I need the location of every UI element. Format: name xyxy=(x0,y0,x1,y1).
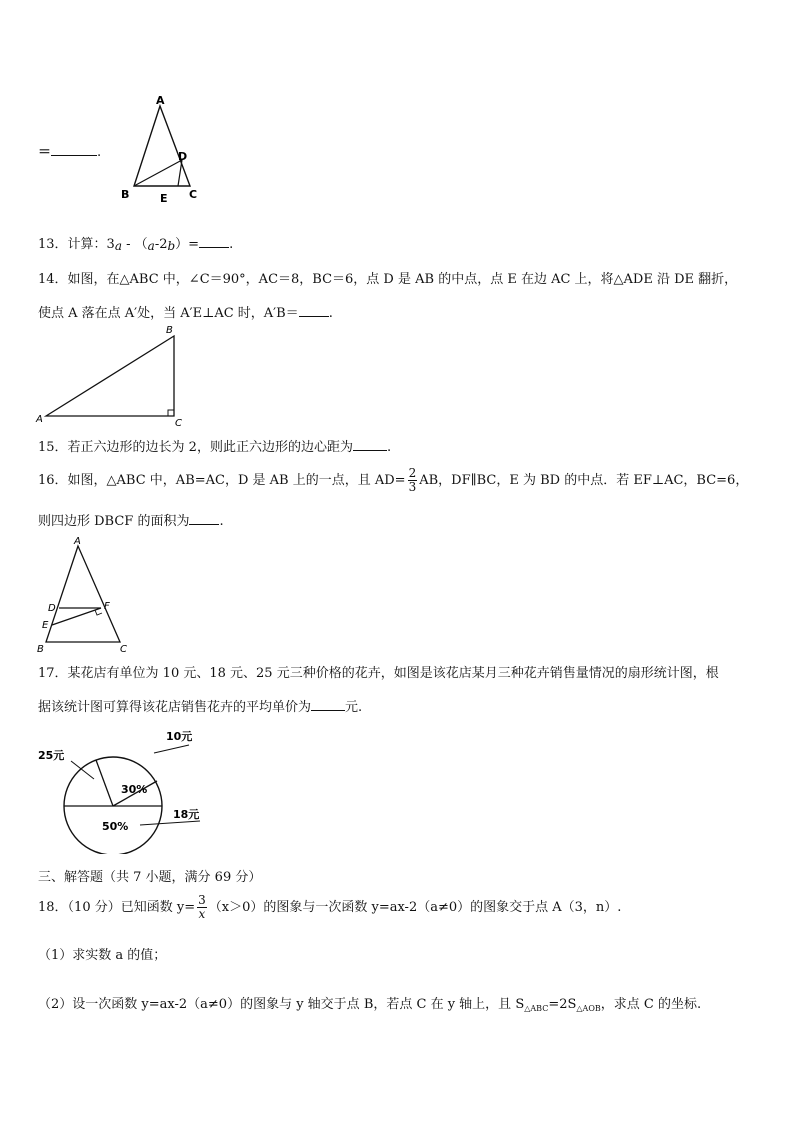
q18-part1: （1）求实数 a 的值； xyxy=(38,948,167,963)
q17-pct-50: 50% xyxy=(102,820,129,833)
q14-line2-suffix: . xyxy=(328,306,333,321)
q14-triangle-abc xyxy=(46,336,174,416)
q17-leader-10 xyxy=(154,745,189,753)
q12-prefix: ＝ xyxy=(38,145,52,160)
q12-label-b: B xyxy=(121,188,130,201)
q17-pct-30: 30% xyxy=(121,783,148,796)
q17-blank xyxy=(311,698,345,711)
q18-part2-sub-aob: △AOB xyxy=(576,1004,601,1013)
q16-triangle-figure xyxy=(34,534,134,654)
q16-label-e: E xyxy=(42,620,49,631)
q17-text-line2 xyxy=(38,698,362,716)
q16-label-a: A xyxy=(74,536,81,547)
q14-text-line1: 14．如图，在△ABC 中，∠C＝90°，AC＝8，BC＝6，点 D 是 AB 的中点，点 E 在边 AC 上，将△ADE 沿 DE 翻折， xyxy=(38,272,738,287)
q14-label-b: B xyxy=(166,325,173,336)
q13-expr-var-a: a xyxy=(114,239,122,253)
q15-blank xyxy=(353,438,387,451)
q14-text-line2 xyxy=(38,304,333,322)
q12-segment-de xyxy=(178,160,182,186)
q14-line2-prefix: 使点 A 落在点 A′处，当 A′E⊥AC 时，A′B＝ xyxy=(38,306,299,321)
q16-label-b: B xyxy=(37,644,44,654)
q13-expr-part: -2 xyxy=(154,237,168,252)
q18-frac-den: x xyxy=(198,907,206,921)
q12-suffix: . xyxy=(97,145,102,160)
q12-label-c: C xyxy=(189,188,198,201)
q17-text-line1: 17．某花店有单位为 10 元、18 元、25 元三种价格的花卉，如图是该花店某月三种花卉销售量情况的扇形统计图，根 xyxy=(38,666,719,681)
q14-right-angle-mark xyxy=(168,410,174,416)
q18-part2-sub-abc: △ABC xyxy=(524,1004,549,1013)
q14-label-a: A xyxy=(36,414,43,425)
q17-pie-divider-25-10 xyxy=(96,760,113,806)
q18-frac-num: 3 xyxy=(198,893,206,907)
q13-expr-part: - （ xyxy=(121,237,148,252)
q18-part2-mid: =2S xyxy=(548,997,577,1012)
q15-line xyxy=(38,438,391,456)
q16-right-angle-mark xyxy=(95,610,102,615)
q18-part2-prefix: （2）设一次函数 y=ax-2（a≠0）的图象与 y 轴交于点 B，若点 C 在 y 轴上，且 S xyxy=(38,997,525,1012)
q18-fraction xyxy=(197,894,207,921)
q16-label-f: F xyxy=(104,601,110,612)
q12-label-d: D xyxy=(178,150,188,163)
q17-line2-prefix: 据该统计图可算得该花店销售花卉的平均单价为 xyxy=(38,700,312,715)
q15-suffix: . xyxy=(386,440,392,455)
q18-prefix: 18．（10 分）已知函数 y= xyxy=(38,900,196,915)
q16-triangle-abc xyxy=(46,546,120,642)
q16-label-d: D xyxy=(48,603,56,614)
q17-label-10: 10元 xyxy=(166,730,193,743)
q13-blank xyxy=(199,235,229,248)
q13-number: 13．计算： xyxy=(38,237,107,252)
q16-fraction xyxy=(408,467,418,494)
q12-label-a: A xyxy=(156,94,165,107)
q12-triangle-figure xyxy=(112,94,212,206)
q18-suffix: （x＞0）的图象与一次函数 y=ax-2（a≠0）的图象交于点 A（3，n）. xyxy=(208,900,622,915)
q16-frac-den: 3 xyxy=(408,480,417,494)
q13-expr-part: ）= xyxy=(175,237,200,252)
q16-frac-num: 2 xyxy=(408,466,417,480)
q16-line2-prefix: 则四边形 DBCF 的面积为 xyxy=(38,514,190,529)
q15-prefix: 15．若正六边形的边长为 2，则此正六边形的边心距为 xyxy=(38,440,353,455)
q14-blank xyxy=(299,304,329,317)
q16-blank xyxy=(189,512,219,525)
q13-expr-part: 3 xyxy=(106,237,115,252)
q18-stem xyxy=(38,893,621,923)
q14-label-c: C xyxy=(175,418,182,428)
q13-expr-var-b: b xyxy=(167,239,176,253)
q14-right-triangle-figure xyxy=(34,322,194,428)
q16-line2-suffix: . xyxy=(219,514,224,529)
q16-line1-suffix: AB，DF∥BC，E 为 BD 的中点．若 EF⊥AC，BC=6， xyxy=(419,473,749,488)
q12-triangle-abc xyxy=(134,106,190,186)
q17-leader-18 xyxy=(140,821,200,825)
q17-label-25: 25元 xyxy=(38,749,65,762)
q16-segment-ef xyxy=(52,608,101,625)
q13-suffix: . xyxy=(229,237,234,252)
q13-expr-var-a: a xyxy=(147,239,155,253)
q16-text-line1 xyxy=(38,466,748,496)
q16-label-c: C xyxy=(120,644,127,654)
q12-label-e: E xyxy=(160,192,168,205)
section3-title: 三、解答题（共 7 小题，满分 69 分） xyxy=(38,870,262,885)
q16-text-line2 xyxy=(38,512,224,530)
q17-pie-chart xyxy=(34,724,214,854)
q12-answer-line xyxy=(38,143,101,161)
q12-blank xyxy=(51,143,97,156)
q18-part2 xyxy=(38,997,701,1017)
q13-line xyxy=(38,235,233,254)
q17-line2-suffix: 元. xyxy=(345,700,363,715)
q17-label-18: 18元 xyxy=(173,808,200,821)
q18-part2-suffix: ，求点 C 的坐标. xyxy=(600,997,702,1012)
q16-line1-prefix: 16．如图，△ABC 中，AB=AC，D 是 AB 上的一点，且 AD= xyxy=(38,473,406,488)
